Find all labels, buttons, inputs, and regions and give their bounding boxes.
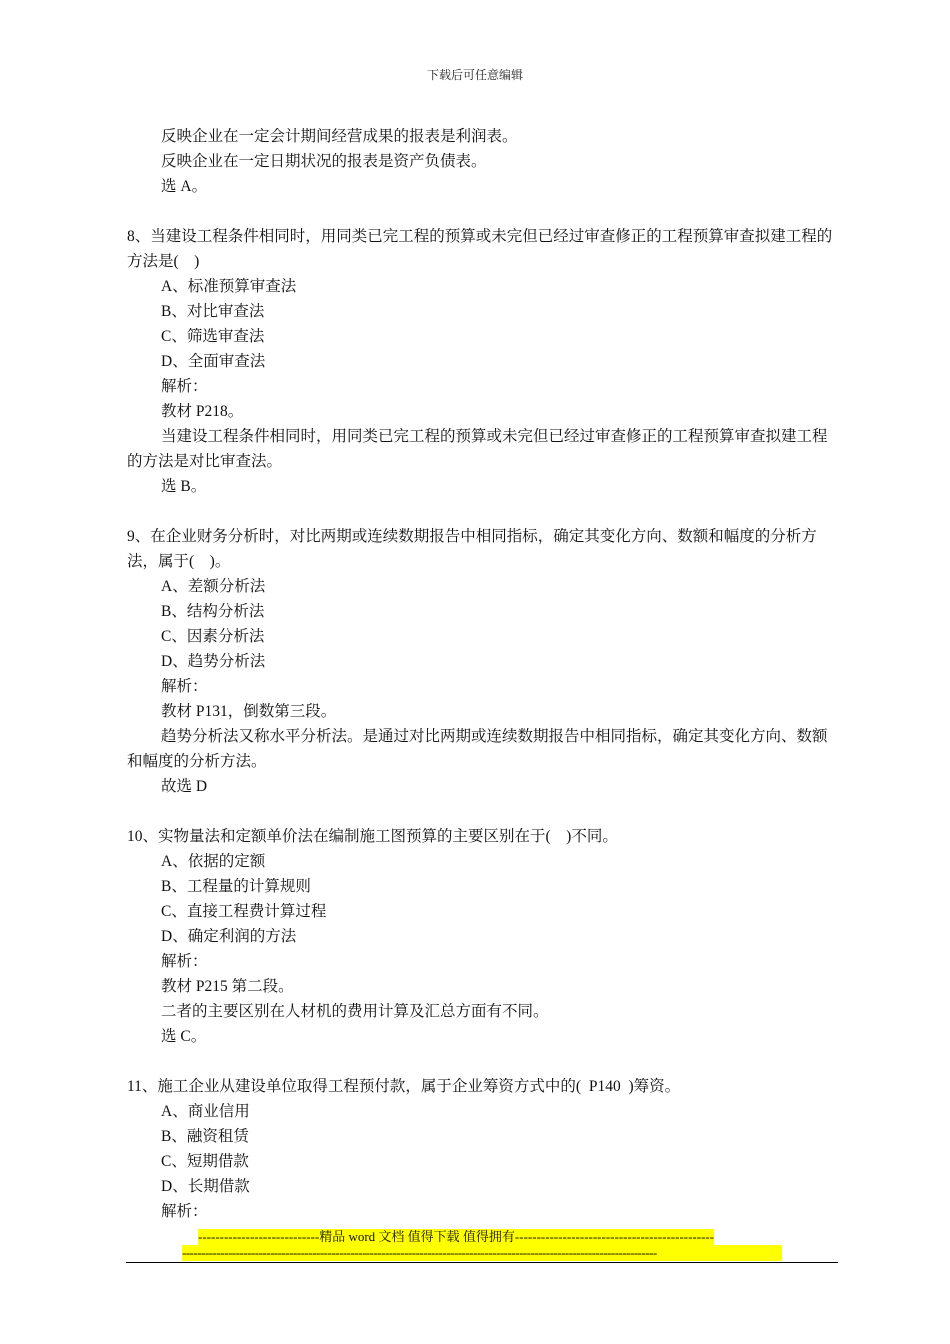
question-9 [127,524,839,799]
answer: 选 B。 [161,478,207,495]
intro-section [127,124,839,199]
option-c: C、短期借款 [161,1153,249,1170]
analysis-label: 解析： [161,953,208,970]
explanation: 当建设工程条件相同时，用同类已完工程的预算或未完但已经过审查修正的工程预算审查拟建工程的方法是对比审查法。 [127,428,828,470]
option-c: C、筛选审查法 [161,328,265,345]
analysis-label: 解析： [161,1203,208,1220]
question-10 [127,824,839,1049]
explanation: 二者的主要区别在人材机的费用计算及汇总方面有不同。 [161,1003,549,1020]
option-b: B、融资租赁 [161,1128,249,1145]
footer-divider [126,1262,838,1263]
question-title: 9、在企业财务分析时，对比两期或连续数期报告中相同指标，确定其变化方向、数额和幅度的分析方法，属于( )。 [127,528,817,570]
question-title: 10、实物量法和定额单价法在编制施工图预算的主要区别在于( )不同。 [127,828,618,845]
option-c: C、因素分析法 [161,628,265,645]
footer-dash-line: ---------------------------------------------------------------------------------------------------------------------------- [182,1245,782,1261]
option-d: D、长期借款 [161,1178,250,1195]
textbook-reference: 教材 P131，倒数第三段。 [161,703,337,720]
option-a: A、依据的定额 [161,853,266,870]
textbook-reference: 教材 P215 第二段。 [161,978,294,995]
question-title: 11、施工企业从建设单位取得工程预付款，属于企业筹资方式中的( P140 )筹资。 [127,1078,681,1095]
option-a: A、商业信用 [161,1103,250,1120]
analysis-label: 解析： [161,378,208,395]
option-a: A、差额分析法 [161,578,266,595]
question-11 [127,1074,839,1224]
footer-banner-line: ----------------------------精品 word 文档 值得下载 值得拥有---------------------------------------------- [198,1229,715,1244]
option-d: D、确定利润的方法 [161,928,297,945]
option-b: B、对比审查法 [161,303,265,320]
option-c: C、直接工程费计算过程 [161,903,327,920]
question-8 [127,224,839,499]
textbook-reference: 教材 P218。 [161,403,244,420]
intro-line: 反映企业在一定日期状况的报表是资产负债表。 [161,153,487,170]
answer: 故选 D [161,778,208,795]
option-b: B、结构分析法 [161,603,265,620]
document-body [127,124,839,1224]
option-b: B、工程量的计算规则 [161,878,311,895]
answer: 选 C。 [161,1028,207,1045]
question-title: 8、当建设工程条件相同时，用同类已完工程的预算或未完但已经过审查修正的工程预算审查拟建工程的方法是( ) [127,228,833,270]
page-header: 下载后可任意编辑 [426,68,523,82]
option-d: D、全面审查法 [161,353,266,370]
analysis-label: 解析： [161,678,208,695]
intro-answer: 选 A。 [161,178,208,195]
option-a: A、标准预算审查法 [161,278,297,295]
explanation: 趋势分析法又称水平分析法。是通过对比两期或连续数期报告中相同指标，确定其变化方向、数额和幅度的分析方法。 [127,728,828,770]
intro-line: 反映企业在一定会计期间经营成果的报表是利润表。 [161,128,518,145]
option-d: D、趋势分析法 [161,653,266,670]
